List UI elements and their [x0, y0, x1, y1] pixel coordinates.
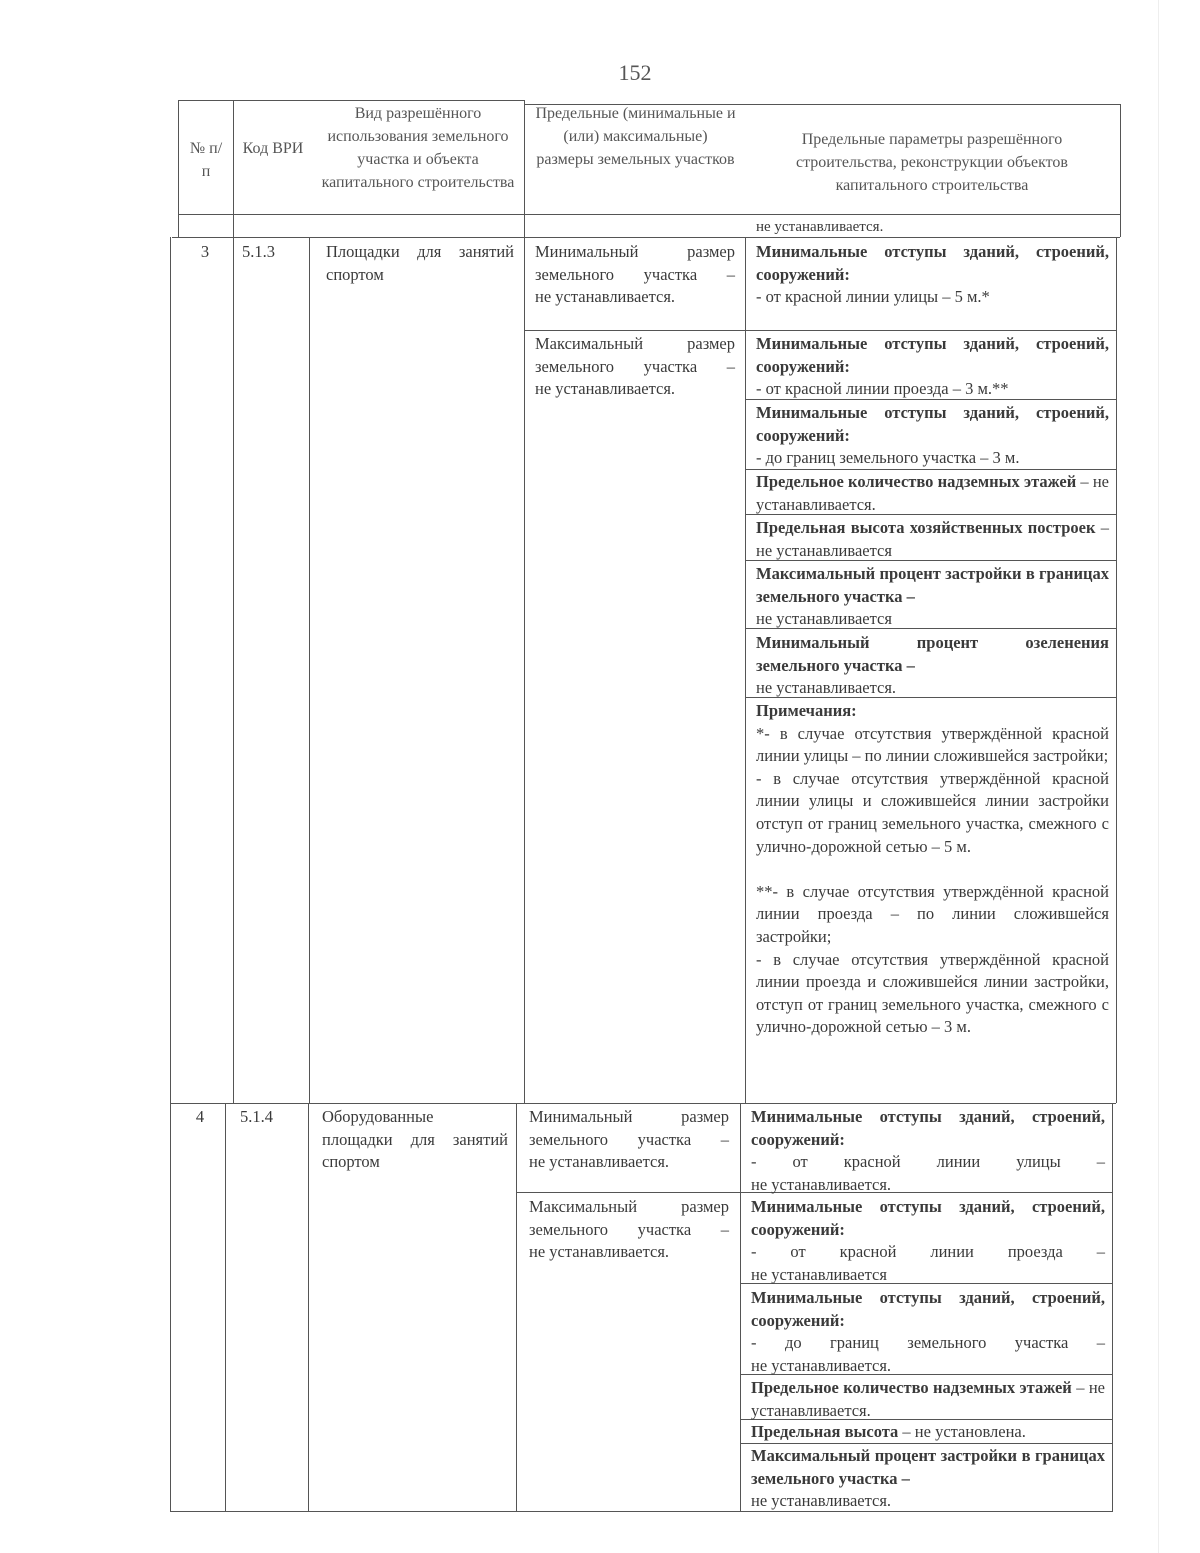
param-cell: Минимальные отступы зданий, строений, сооружений: - до границ земельного участка – 3 м.	[756, 403, 1109, 468]
param-cell: Предельное количество надземных этажей – не устанавливается.	[756, 472, 1109, 514]
param-cell: Минимальные отступы зданий, строений, сооружений: - от красной линии улицы – 5 м.*	[756, 242, 1109, 307]
note-paragraph: *- в случае отсутствия утверждённой красной линии улицы – по линии сложившейся застройки;	[756, 723, 1109, 766]
header-use-type: Вид разрешённого использования земельного участка и объекта капитального строительства	[321, 105, 515, 191]
note-paragraph: **- в случае отсутствия утверждённой красной линии проезда – по линии сложившейся застройки;	[756, 881, 1109, 946]
header-params: Предельные параметры разрешённого строительства, реконструкции объектов капитального строительства	[796, 131, 1068, 194]
row-num: 4	[195, 1107, 205, 1126]
header-code: Код ВРИ	[242, 140, 304, 157]
param-cell: Минимальный процент озеленения земельного участка – не устанавливается.	[756, 633, 1109, 698]
param-cell: Минимальные отступы зданий, строений, сооружений: - от красной линии проезда – 3 м.**	[756, 334, 1109, 399]
param-cell: Предельное количество надземных этажей – не устанавливается.	[751, 1378, 1105, 1420]
notes-cell	[756, 700, 1109, 1039]
param-cell: Максимальный процент застройки в границах земельного участка – не устанавливается	[756, 564, 1109, 629]
param-cell: Минимальные отступы зданий, строений, сооружений: - от красной линии улицы – не устанавливается.	[751, 1107, 1105, 1194]
param-cell: Предельная высота – не установлена.	[751, 1422, 1026, 1441]
param-cell: Минимальные отступы зданий, строений, сооружений: - от красной линии проезда – не устанавливается	[751, 1197, 1105, 1284]
page-number: 152	[618, 60, 652, 85]
min-size-cell: Минимальный размер земельного участка – не устанавливается.	[529, 1107, 729, 1172]
notes-title: Примечания:	[756, 701, 857, 720]
max-size-cell: Максимальный размер земельного участка – не устанавливается.	[535, 334, 735, 399]
param-cell: Минимальные отступы зданий, строений, сооружений: - до границ земельного участка – не устанавливается.	[751, 1288, 1105, 1375]
row-name: Площадки для занятий спортом	[326, 242, 514, 284]
max-size-cell: Максимальный размер земельного участка – не устанавливается.	[529, 1197, 729, 1262]
carryover-text: не устанавливается.	[756, 219, 884, 235]
row-code: 5.1.3	[242, 242, 275, 261]
param-cell: Максимальный процент застройки в границах земельного участка – не устанавливается.	[751, 1446, 1105, 1511]
min-size-cell: Минимальный размер земельного участка – не устанавливается.	[535, 242, 735, 307]
param-cell: Предельная высота хозяйственных построек – не устанавливается	[756, 518, 1110, 560]
note-paragraph: - в случае отсутствия утверждённой красной линии проезда и сложившейся линии застройки, отступ от границ земельного участка, смежного с улично-дорожной сетью – 3 м.	[756, 949, 1109, 1037]
row-num: 3	[200, 242, 210, 261]
header-num: № п/п	[189, 140, 223, 180]
scan-edge	[1158, 0, 1159, 1553]
note-paragraph: - в случае отсутствия утверждённой красной линии улицы и сложившейся линии застройки отступ от границ земельного участка, смежного с улично-дорожной сетью – 5 м.	[756, 768, 1109, 856]
row-name: Оборудованные площадки для занятий спортом	[322, 1107, 508, 1172]
row-code: 5.1.4	[240, 1107, 273, 1126]
header-sizes: Предельные (минимальные и (или) максимальные) размеры земельных участков	[535, 105, 736, 168]
